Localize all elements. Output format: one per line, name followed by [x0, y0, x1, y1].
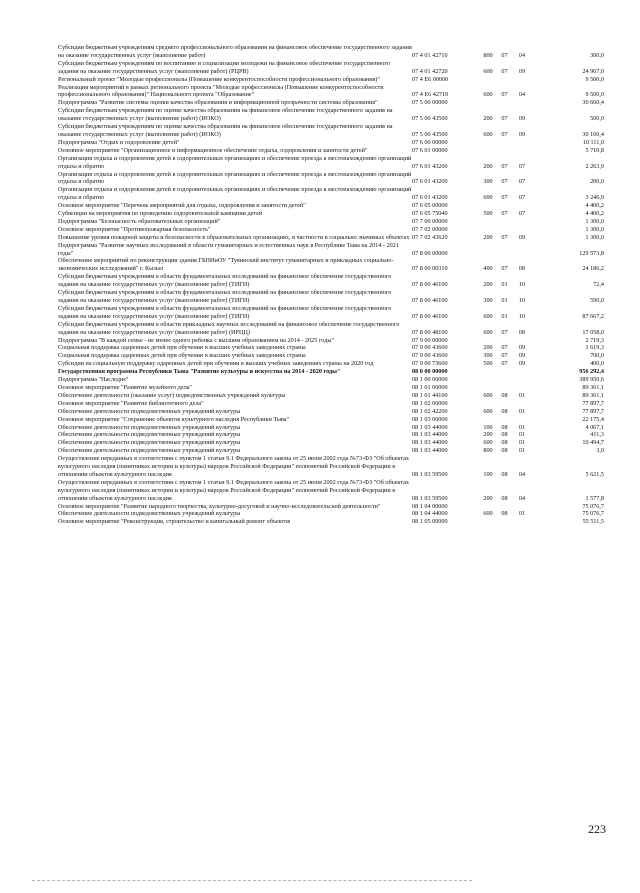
row-expense-type: 200 [483, 344, 493, 352]
table-row [58, 123, 624, 139]
row-amount: 200,0 [590, 178, 604, 186]
row-section: 07 [501, 51, 508, 59]
row-name: Обеспечение деятельности подведомственных учреждений культуры [58, 431, 241, 439]
row-name: Социальная поддержка одаренных детей при обучении в высших учебных заведениях страны [58, 344, 306, 352]
row-code: 07 5 00 00000 [412, 99, 448, 107]
row-amount: 129 573,8 [579, 249, 604, 257]
row-name: Основное мероприятие "Реконструкция, строительство и капитальный ремонт объектов [58, 518, 291, 526]
row-amount: 75 076,7 [582, 502, 604, 510]
table-row [58, 139, 624, 147]
table-row [58, 510, 624, 518]
footer-divider [32, 880, 472, 881]
row-subsection: 01 [518, 407, 526, 415]
table-row [58, 289, 624, 305]
row-amount: 300,0 [590, 51, 604, 59]
row-expense-type: 300 [483, 297, 493, 304]
row-amount: 24 967,0 [582, 67, 604, 75]
row-amount: 10 494,7 [582, 439, 604, 447]
row-code: 07 9 00 43600 [412, 344, 448, 352]
row-code: 07 8 00 48100 [412, 328, 448, 336]
row-name: Субсидии бюджетным учреждениям по оценке качества образования на финансовое обеспечение государственного задания на оказание государственных услуг (выполнение работ) (ИОКО) [58, 123, 393, 138]
row-section: 07 [501, 344, 508, 352]
table-row [58, 392, 624, 400]
row-expense-type: 800 [483, 51, 493, 59]
row-section: 08 [501, 494, 508, 502]
table-row [58, 44, 624, 60]
row-amount: 77 897,7 [582, 407, 604, 415]
row-section: 07 [501, 178, 508, 186]
table-row [58, 155, 624, 171]
row-code: 07 4 Е6 00000 [412, 75, 449, 83]
row-amount: 17 058,0 [582, 328, 604, 336]
row-expense-type: 300 [483, 352, 493, 360]
row-amount: 30 160,4 [582, 130, 604, 138]
row-subsection: 04 [518, 494, 526, 502]
row-name: Обеспечение деятельности (оказание услуг) подведомственных учреждений культуры [58, 391, 286, 399]
row-section: 07 [501, 67, 508, 75]
row-amount: 4 067,1 [585, 423, 604, 431]
row-name: Обеспечение деятельности подведомственных учреждений культуры [58, 447, 241, 455]
row-name: Организация отдыха и оздоровления детей в оздоровительных организациях и обеспечение проезда к местонахождению организаций отдыха и обратно [58, 154, 412, 170]
table-row [58, 107, 624, 123]
row-code: 08 1 03 44000 [412, 431, 448, 439]
row-section: 07 [501, 130, 508, 138]
table-row [58, 60, 624, 76]
budget-table [58, 44, 624, 526]
row-code: 07 7 02 43620 [412, 233, 448, 241]
row-code: 08 1 04 00000 [412, 502, 448, 510]
row-name: Субвенции на мероприятия по проведению оздоровительной кампании детей [58, 210, 263, 218]
row-amount: 77 897,7 [582, 399, 604, 407]
row-expense-type: 200 [483, 431, 493, 439]
row-subsection: 01 [518, 423, 526, 431]
row-code: 07 6 00 00000 [412, 138, 448, 146]
row-expense-type: 600 [483, 391, 493, 399]
table-row [58, 376, 624, 384]
row-section: 01 [501, 281, 508, 289]
row-section: 07 [501, 352, 508, 360]
row-name: Основное мероприятие "Развитие музейного дела" [58, 383, 192, 391]
row-code: 07 8 00 00000 [412, 249, 448, 257]
row-section: 08 [501, 470, 508, 478]
row-amount: 1 300,0 [585, 225, 604, 233]
row-name: Повышение уровня пожарной защиты и безопасности в образовательных организациях, в частности в социально значимых объектах [58, 233, 410, 241]
table-row [58, 344, 624, 352]
row-code: 08 1 03 59500 [412, 470, 448, 478]
table-row [58, 455, 624, 479]
row-section: 01 [501, 297, 508, 304]
row-code: 07 6 01 43200 [412, 194, 448, 202]
row-amount: 4 400,2 [585, 202, 604, 210]
row-code: 07 8 00 46100 [412, 281, 448, 289]
row-code: 08 1 02 42200 [412, 407, 448, 415]
row-expense-type: 600 [483, 328, 493, 336]
row-section: 08 [501, 510, 508, 518]
row-amount: 87 667,2 [582, 312, 604, 320]
row-expense-type: 200 [483, 281, 493, 289]
table-row [58, 147, 624, 155]
table-row [58, 218, 624, 226]
row-subsection: 04 [518, 470, 526, 478]
row-subsection: 09 [518, 67, 526, 75]
row-code: 07 6 05 75040 [412, 210, 448, 218]
row-code: 07 6 01 43200 [412, 178, 448, 186]
row-subsection: 07 [518, 162, 526, 170]
row-subsection: 07 [518, 210, 526, 218]
row-subsection: 07 [518, 178, 526, 186]
row-code: 08 1 02 00000 [412, 399, 448, 407]
row-subsection: 04 [518, 51, 526, 59]
table-row [58, 171, 624, 187]
row-amount: 411,3 [590, 431, 604, 439]
row-name: Государственная программа Республики Тыва "Развитие культуры и искусства на 2014 - 2020 годы" [58, 368, 341, 376]
table-row [58, 76, 624, 84]
row-expense-type: 500 [483, 210, 493, 218]
row-code: 07 9 00 73600 [412, 360, 448, 368]
page-number: 223 [588, 822, 606, 836]
row-amount: 5 710,8 [585, 146, 604, 154]
row-amount: 3 246,9 [585, 194, 604, 202]
row-subsection: 01 [518, 439, 526, 447]
row-name: Осуществление переданных в соответствии с пунктом 1 статьи 9.1 Федерального закона от 25 июня 2002 года №73-ФЗ "Об объектах культурного наследия (памятниках истории и культуры) народов Российской Федерации" полномочий Российской Федерации в отношении объектов культурного наследия [58, 455, 409, 478]
row-expense-type: 600 [483, 194, 493, 202]
row-subsection: 08 [518, 328, 526, 336]
table-row [58, 439, 624, 447]
row-code: 07 9 00 43600 [412, 352, 448, 360]
row-name: Основное мероприятие "Развитие библиотечного дела" [58, 399, 204, 407]
row-code: 08 1 03 44000 [412, 439, 448, 447]
row-amount: 1 577,8 [585, 494, 604, 502]
row-subsection: 10 [518, 297, 526, 304]
table-row [58, 431, 624, 439]
table-row [58, 400, 624, 408]
table-row [58, 234, 624, 242]
row-name: Субсидии бюджетным учреждениям в области фундаментальных исследований на финансовое обеспечение государственного задания на оказание государственных услуг (выполнение работ) (ТИГИ) [58, 289, 392, 304]
table-row [58, 84, 624, 100]
row-amount: 22 175,4 [582, 415, 604, 423]
row-subsection: 09 [518, 130, 526, 138]
row-code: 07 4 01 42710 [412, 51, 448, 59]
table-row [58, 416, 624, 424]
row-code: 07 6 01 00000 [412, 146, 448, 154]
row-section: 08 [501, 431, 508, 439]
row-code: 07 5 00 43500 [412, 115, 448, 123]
row-name: Реализация мероприятий в рамках регионального проекта "Молодые профессионалы (Повышение конкурентоспособности профессионального образования)" Национального проекта "Образование" [58, 83, 384, 99]
row-amount: 3,0 [596, 447, 604, 455]
row-name: Основное мероприятие "Противопожарная безопасность" [58, 225, 211, 233]
row-code: 07 6 01 43200 [412, 162, 448, 170]
row-name: Обеспечение деятельности подведомственных учреждений культуры [58, 407, 241, 415]
row-code: 08 1 03 44000 [412, 447, 448, 455]
row-subsection: 07 [518, 194, 526, 202]
row-expense-type: 300 [483, 178, 493, 186]
row-name: Подпрограмма "Развитие системы оценки качества образования и информационной прозрачности системы образования" [58, 99, 378, 107]
row-subsection: 10 [518, 281, 526, 289]
row-name: Обеспечение деятельности подведомственных учреждений культуры [58, 510, 241, 518]
row-code: 07 6 05 00000 [412, 202, 448, 210]
table-row [58, 424, 624, 432]
row-subsection: 08 [518, 265, 526, 273]
table-row [58, 257, 624, 273]
row-name: Социальная поддержка одаренных детей при обучении в высших учебных заведениях страны [58, 352, 306, 360]
row-amount: 389 950,6 [579, 376, 604, 384]
row-name: Субсидии бюджетным учреждениям в области фундаментальных исследований на финансовое обеспечение государственного задания на оказание государственных услуг (выполнение работ) (ТИГИ) [58, 273, 392, 289]
table-row [58, 202, 624, 210]
row-subsection: 09 [518, 115, 526, 123]
row-code: 08 1 03 00000 [412, 415, 448, 423]
row-expense-type: 100 [483, 423, 493, 431]
row-expense-type: 600 [483, 91, 493, 99]
row-code: 07 4 Е6 42710 [412, 91, 449, 99]
row-section: 07 [501, 328, 508, 336]
row-expense-type: 500 [483, 360, 493, 368]
row-code: 08 0 00 00000 [412, 368, 448, 376]
row-amount: 9 500,0 [585, 75, 604, 83]
row-expense-type: 600 [483, 312, 493, 320]
row-section: 07 [501, 265, 508, 273]
row-section: 07 [501, 210, 508, 218]
row-code: 08 1 01 44100 [412, 391, 448, 399]
row-subsection: 01 [518, 431, 526, 439]
row-code: 08 1 05 00000 [412, 518, 448, 526]
row-section: 07 [501, 233, 508, 241]
table-row [58, 352, 624, 360]
row-name: Подпрограмма "В каждой семье - не менее одного ребенка с высшим образованием на 2014 - 2025 годы" [58, 336, 335, 344]
row-expense-type: 400 [483, 265, 493, 273]
row-code: 08 1 01 00000 [412, 383, 448, 391]
row-amount: 1 300,0 [585, 217, 604, 225]
row-subsection: 01 [518, 510, 526, 518]
table-row [58, 210, 624, 218]
row-code: 07 7 02 00000 [412, 225, 448, 233]
row-name: Основное мероприятие "Сохранение объектов культурного наследия Республики Тыва" [58, 415, 290, 423]
row-section: 01 [501, 312, 508, 320]
row-section: 07 [501, 194, 508, 202]
row-name: Обеспечение деятельности подведомственных учреждений культуры [58, 439, 241, 447]
table-row [58, 305, 624, 321]
row-amount: 2 719,3 [585, 336, 604, 344]
row-amount: 30 660,4 [582, 99, 604, 107]
row-amount: 75 076,7 [582, 510, 604, 518]
row-code: 08 1 00 00000 [412, 376, 448, 384]
row-subsection: 10 [518, 312, 526, 320]
row-name: Обеспечение мероприятий по реконструкции здания ГБНИиОУ "Тувинский институт гуманитарных и прикладных социально-экономических исследований" г. Кызыл [58, 257, 394, 273]
table-row [58, 384, 624, 392]
row-amount: 24 186,2 [582, 265, 604, 273]
row-subsection: 01 [518, 447, 526, 455]
row-name: Субсидии на социальную поддержку одаренных детей при обучении в высших учебных заведениях страны на 2020 год [58, 360, 374, 368]
row-amount: 590,0 [590, 297, 604, 304]
row-code: 07 8 00 46100 [412, 312, 448, 320]
row-amount: 956 292,4 [579, 368, 604, 376]
row-code: 07 8 00 46100 [412, 297, 448, 304]
row-section: 07 [501, 115, 508, 123]
row-subsection: 01 [518, 391, 526, 399]
row-amount: 72,4 [593, 281, 604, 289]
row-name: Основное мероприятие "Перечень мероприятий для отдыха, оздоровления и занятости детей" [58, 202, 306, 210]
row-amount: 2 263,9 [585, 162, 604, 170]
table-row [58, 242, 624, 258]
row-name: Субсидии бюджетным учреждениям в области фундаментальных исследований на финансовое обеспечение государственного задания на оказание государственных услуг (выполнение работ) (ТИГИ) [58, 304, 392, 320]
table-row [58, 447, 624, 455]
row-section: 07 [501, 162, 508, 170]
row-name: Подпрограмма "Безопасность образовательных организаций" [58, 217, 221, 225]
row-code: 07 4 01 42720 [412, 67, 448, 75]
table-row [58, 273, 624, 289]
row-code: 07 8 00 00310 [412, 265, 448, 273]
table-row [58, 360, 624, 368]
row-code: 08 1 04 44000 [412, 510, 448, 518]
row-expense-type: 600 [483, 439, 493, 447]
table-row [58, 368, 624, 376]
table-row [58, 337, 624, 345]
row-name: Подпрограмма "Развитие научных исследований в области гуманитарных и естественных наук в Республике Тыва на 2014 - 2021 годы" [58, 241, 399, 257]
table-row [58, 186, 624, 202]
row-expense-type: 200 [483, 233, 493, 241]
row-amount: 700,0 [590, 352, 604, 360]
row-amount: 1 300,0 [585, 233, 604, 241]
table-row [58, 99, 624, 107]
row-name: Подпрограмма "Наследие" [58, 376, 129, 384]
row-name: Подпрограмма "Отдых и оздоровление детей" [58, 138, 180, 146]
row-name: Обеспечение деятельности подведомственных учреждений культуры [58, 423, 241, 431]
table-row [58, 408, 624, 416]
table-row [58, 518, 624, 526]
row-expense-type: 800 [483, 447, 493, 455]
table-row [58, 503, 624, 511]
row-name: Основное мероприятие "Организационное и информационное обеспечение отдыха, оздоровления и занятости детей" [58, 146, 368, 154]
row-section: 08 [501, 439, 508, 447]
row-amount: 4 400,2 [585, 210, 604, 218]
row-expense-type: 100 [483, 470, 493, 478]
row-name: Региональный проект "Молодые профессионалы (Повышение конкурентоспособности профессионального образования)" [58, 75, 380, 83]
row-amount: 500,0 [590, 115, 604, 123]
row-section: 07 [501, 360, 508, 368]
row-section: 08 [501, 391, 508, 399]
row-expense-type: 200 [483, 162, 493, 170]
row-amount: 89 361,1 [582, 383, 604, 391]
row-subsection: 04 [518, 91, 526, 99]
row-expense-type: 200 [483, 115, 493, 123]
row-expense-type: 600 [483, 510, 493, 518]
row-amount: 1 619,3 [585, 344, 604, 352]
row-amount: 10 111,0 [582, 138, 604, 146]
row-subsection: 09 [518, 352, 526, 360]
row-expense-type: 200 [483, 494, 493, 502]
row-name: Осуществление переданных в соответствии с пунктом 1 статьи 9.1 Федерального закона от 25 июня 2002 года №73-ФЗ "Об объектах культурного наследия (памятниках истории и культуры) народов Российской Федерации" полномочий Российской Федерации в отношении объектов культурного наследия [58, 478, 409, 502]
row-section: 08 [501, 447, 508, 455]
row-expense-type: 600 [483, 67, 493, 75]
table-row [58, 479, 624, 503]
row-subsection: 09 [518, 233, 526, 241]
row-code: 07 5 00 43500 [412, 130, 448, 138]
row-code: 07 9 00 00000 [412, 336, 448, 344]
row-code: 07 7 00 00000 [412, 217, 448, 225]
table-row [58, 321, 624, 337]
row-subsection: 09 [518, 360, 526, 368]
row-name: Субсидии бюджетным учреждениям среднего профессионального образования на финансовое обеспечение государственного задания на оказание государственных услуг (выполнение работ) [58, 44, 412, 59]
row-amount: 400,0 [590, 360, 604, 368]
row-code: 08 1 03 44000 [412, 423, 448, 431]
row-amount: 89 361,1 [582, 391, 604, 399]
row-section: 08 [501, 407, 508, 415]
row-name: Субсидии бюджетным учреждениям по воспитанию и социализации молодежи на финансовое обеспечение государственного задания на оказание государственных услуг (выполнение работ) (РЦРВ) [58, 59, 390, 75]
row-name: Основное мероприятие "Развитие народного творчества, культурно-досуговой и научно-исследовательской деятельности" [58, 502, 381, 510]
row-section: 07 [501, 91, 508, 99]
row-expense-type: 600 [483, 407, 493, 415]
row-expense-type: 600 [483, 130, 493, 138]
table-row [58, 226, 624, 234]
row-code: 08 1 03 59500 [412, 494, 448, 502]
row-amount: 9 500,0 [585, 91, 604, 99]
row-amount: 5 621,5 [585, 470, 604, 478]
row-subsection: 09 [518, 344, 526, 352]
row-name: Организация отдыха и оздоровления детей в оздоровительных организациях и обеспечение проезда к местонахождению организаций отдыха и обратно [58, 186, 412, 202]
row-section: 08 [501, 423, 508, 431]
row-name: Субсидии бюджетным учреждениям в области прикладных научных исследований на финансовое обеспечение государственного задания на оказание государственных услуг (выполнение работ) (ИРЦЦ) [58, 320, 400, 336]
row-name: Организация отдыха и оздоровления детей в оздоровительных организациях и обеспечение проезда к местонахождению организаций отдыха и обратно [58, 170, 412, 186]
row-name: Субсидии бюджетным учреждениям по оценке качества образования на финансовое обеспечение государственного задания на оказание государственных услуг (выполнение работ) (ИОКО) [58, 107, 393, 123]
row-amount: 55 511,5 [582, 518, 604, 526]
